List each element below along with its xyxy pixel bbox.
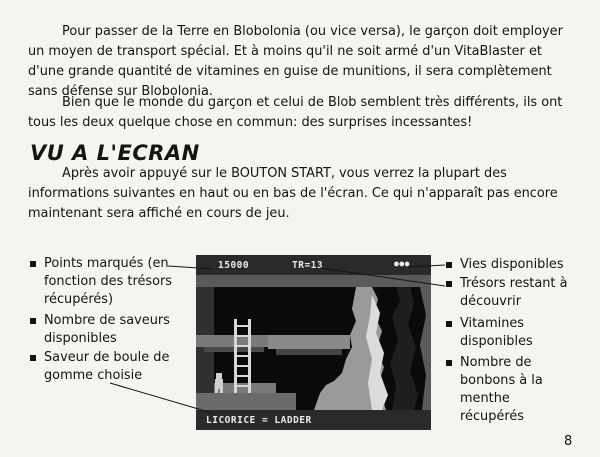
annotation-points: Points marqués (en fonction des trésors récupérés) (30, 255, 190, 309)
right-cave-wall (390, 287, 418, 410)
game-screenshot (196, 255, 431, 430)
bullet-icon (446, 281, 452, 287)
screen-info-paragraph (28, 164, 576, 224)
bullet-icon (446, 321, 452, 327)
game-scene (196, 255, 431, 430)
annotation-selected-flavor: Saveur de boule de gomme choisie (30, 349, 180, 385)
annotation-flavors-count: Nombre de saveurs disponibles (30, 312, 190, 348)
treasure-readout: TR=13 (292, 260, 324, 271)
bullet-icon (446, 360, 452, 366)
middle-platform (214, 383, 276, 393)
page-number: 8 (564, 434, 573, 449)
lives-readout: ●●● (394, 259, 410, 268)
ground (196, 393, 296, 410)
score-readout: 15000 (218, 260, 250, 271)
bullet-icon (30, 261, 36, 267)
second-paragraph (28, 93, 576, 133)
bullet-icon (30, 355, 36, 361)
second-text: Bien que le monde du garçon et celui de Blob semblent très différents, ils ont tous les deux quelque chose en commun: des surprises incessantes! (28, 95, 563, 130)
center-platform (268, 335, 350, 349)
bullet-icon (446, 262, 452, 268)
intro-text: Pour passer de la Terre en Blobolonia (ou vice versa), le garçon doit employer un moyen de transport spécial. Et à moins qu'il ne soit armé d'un VitaBlaster et d'une grande quantité de vitamines en guise de munitions, il sera complètement sans défense sur Blobolonia. (28, 24, 563, 99)
section-heading: VU A L'ECRAN (30, 141, 200, 165)
ladder (234, 319, 251, 393)
annotation-mints: Nombre de bonbons à la menthe récupérés (446, 354, 566, 426)
annotation-vitamins: Vitamines disponibles (446, 315, 546, 351)
intro-paragraph (28, 22, 576, 102)
screen-info-text: Après avoir appuyé sur le BOUTON START, vous verrez la plupart des informations suivantes en haut ou en bas de l'écran. Ce qui n'apparaît pas encore maintenant sera affiché en cours de jeu. (28, 166, 558, 221)
ceiling-strip (196, 275, 431, 287)
annotation-treasures: Trésors restant à découvrir (446, 275, 571, 311)
annotation-lives: Vies disponibles (446, 256, 596, 274)
far-right-wall (420, 287, 431, 410)
flavor-readout: LICORICE = LADDER (206, 415, 312, 426)
center-platform-shade (276, 349, 342, 355)
bullet-icon (30, 318, 36, 324)
